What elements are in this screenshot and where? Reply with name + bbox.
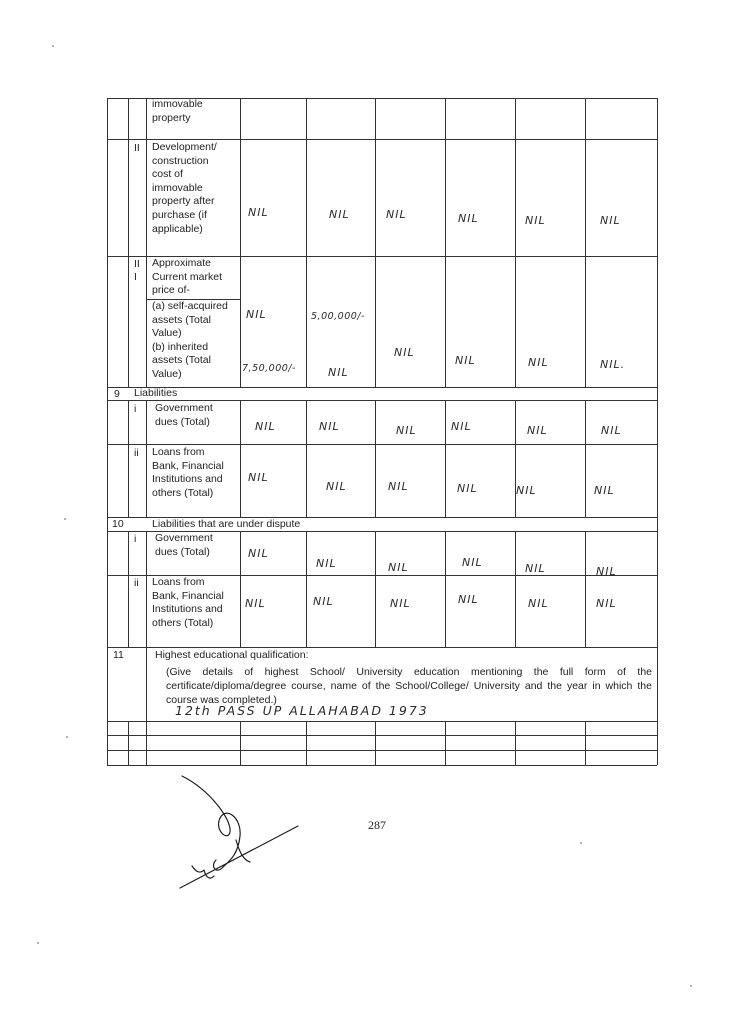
row-sub-number: i bbox=[134, 403, 137, 415]
row-description: Loans from Bank, Financial Institutions and others (Total) bbox=[152, 446, 224, 499]
handwritten-value: NIL bbox=[528, 356, 549, 369]
table-rule bbox=[107, 98, 108, 765]
scan-speck bbox=[37, 942, 39, 944]
handwritten-value: NIL bbox=[596, 597, 617, 610]
qualification-instructions: (Give details of highest School/ University education mentioning the full form of the certificate/diploma/degree course, name of the School/College/ University and the year in which the course was completed.) bbox=[166, 666, 652, 706]
handwritten-value: NIL bbox=[245, 597, 266, 610]
table-rule bbox=[657, 98, 658, 765]
handwritten-value: NIL bbox=[316, 557, 337, 570]
table-rule bbox=[107, 721, 657, 722]
handwritten-value: NIL bbox=[319, 420, 340, 433]
handwritten-value: NIL bbox=[528, 597, 549, 610]
row-description: immovable property bbox=[152, 98, 203, 124]
signature-icon bbox=[170, 770, 310, 900]
handwritten-value: NIL bbox=[455, 354, 476, 367]
table-rule bbox=[585, 721, 586, 765]
handwritten-value: NIL bbox=[248, 471, 269, 484]
table-rule bbox=[107, 139, 657, 140]
table-rule bbox=[128, 721, 129, 765]
table-rule bbox=[515, 400, 516, 518]
handwritten-value: NIL bbox=[516, 484, 537, 497]
table-rule bbox=[515, 531, 516, 648]
table-rule bbox=[445, 400, 446, 518]
table-rule bbox=[107, 750, 657, 751]
table-rule bbox=[240, 531, 241, 648]
table-rule bbox=[445, 721, 446, 765]
handwritten-value: NIL bbox=[328, 366, 349, 379]
table-rule bbox=[306, 400, 307, 518]
handwritten-value: NIL bbox=[246, 308, 267, 321]
table-rule bbox=[445, 98, 446, 388]
table-rule bbox=[306, 98, 307, 388]
table-rule bbox=[375, 531, 376, 648]
row-description: Government dues (Total) bbox=[155, 532, 213, 558]
row-description: Approximate Current market price of- bbox=[152, 257, 223, 297]
table-rule bbox=[107, 735, 657, 736]
table-rule bbox=[375, 98, 376, 388]
table-rule bbox=[107, 444, 657, 445]
handwritten-value: NIL bbox=[248, 206, 269, 219]
table-rule bbox=[585, 400, 586, 518]
scan-speck bbox=[64, 518, 66, 520]
table-rule bbox=[585, 531, 586, 648]
table-rule bbox=[445, 531, 446, 648]
table-rule bbox=[146, 531, 147, 765]
handwritten-value: NIL bbox=[451, 420, 472, 433]
handwritten-value: NIL bbox=[601, 424, 622, 437]
page-number: 287 bbox=[368, 818, 386, 832]
section-number: 9 bbox=[114, 388, 120, 400]
handwritten-value: NIL bbox=[458, 593, 479, 606]
handwritten-value: NIL bbox=[313, 595, 334, 608]
section-title: Liabilities that are under dispute bbox=[152, 518, 301, 530]
row-sub-number: II bbox=[134, 142, 140, 154]
section-title: Highest educational qualification: bbox=[155, 649, 309, 661]
table-rule bbox=[515, 721, 516, 765]
table-rule bbox=[306, 531, 307, 648]
table-rule bbox=[240, 721, 241, 765]
table-rule bbox=[306, 721, 307, 765]
row-description: Government dues (Total) bbox=[155, 402, 213, 428]
handwritten-value: NIL bbox=[386, 208, 407, 221]
table-rule bbox=[107, 387, 657, 388]
table-rule bbox=[128, 98, 129, 388]
table-rule bbox=[240, 98, 241, 388]
section-number: 11 bbox=[113, 649, 124, 661]
table-rule bbox=[107, 647, 657, 648]
table-rule bbox=[240, 400, 241, 518]
scan-speck bbox=[690, 985, 692, 987]
handwritten-value: NIL bbox=[394, 346, 415, 359]
handwritten-value: NIL bbox=[388, 561, 409, 574]
handwritten-qualification: 12th PASS UP ALLAHABAD 1973 bbox=[175, 703, 429, 718]
handwritten-value: NIL bbox=[248, 547, 269, 560]
table-rule bbox=[585, 98, 586, 388]
handwritten-value: NIL bbox=[255, 420, 276, 433]
table-rule bbox=[128, 531, 129, 648]
table-rule bbox=[375, 721, 376, 765]
table-rule bbox=[146, 400, 147, 518]
section-title: Liabilities bbox=[134, 387, 178, 399]
handwritten-value: NIL bbox=[596, 565, 617, 578]
handwritten-value: NIL bbox=[594, 484, 615, 497]
handwritten-value: NIL bbox=[329, 208, 350, 221]
handwritten-value: NIL bbox=[457, 482, 478, 495]
handwritten-value: 7,50,000/- bbox=[242, 363, 296, 374]
handwritten-value: NIL bbox=[326, 480, 347, 493]
row-sub-number: ii bbox=[134, 447, 139, 459]
handwritten-value: NIL. bbox=[600, 358, 626, 371]
table-rule bbox=[375, 400, 376, 518]
table-rule bbox=[146, 98, 147, 388]
handwritten-value: NIL bbox=[525, 214, 546, 227]
row-sub-number: II I bbox=[134, 258, 140, 283]
table-rule bbox=[107, 400, 657, 401]
section-number: 10 bbox=[112, 518, 124, 530]
row-description: (a) self-acquired assets (Total Value) (b) inherited assets (Total Value) bbox=[152, 300, 228, 380]
row-description: Loans from Bank, Financial Institutions and others (Total) bbox=[152, 576, 224, 629]
table-rule bbox=[128, 400, 129, 518]
table-rule bbox=[107, 765, 657, 766]
row-sub-number: i bbox=[134, 533, 137, 545]
handwritten-value: NIL bbox=[388, 480, 409, 493]
signature-image bbox=[170, 770, 310, 905]
row-sub-number: ii bbox=[134, 577, 139, 589]
handwritten-value: 5,00,000/- bbox=[311, 311, 365, 322]
handwritten-value: NIL bbox=[525, 562, 546, 575]
row-description: Development/ construction cost of immovable property after purchase (if applicable) bbox=[152, 141, 217, 235]
handwritten-value: NIL bbox=[458, 212, 479, 225]
handwritten-value: NIL bbox=[527, 424, 548, 437]
handwritten-value: NIL bbox=[390, 597, 411, 610]
handwritten-value: NIL bbox=[396, 424, 417, 437]
handwritten-value: NIL bbox=[600, 214, 621, 227]
scan-speck bbox=[66, 736, 68, 738]
scan-speck bbox=[580, 842, 582, 844]
handwritten-value: NIL bbox=[462, 556, 483, 569]
scan-speck bbox=[52, 45, 54, 47]
table-rule bbox=[515, 98, 516, 388]
